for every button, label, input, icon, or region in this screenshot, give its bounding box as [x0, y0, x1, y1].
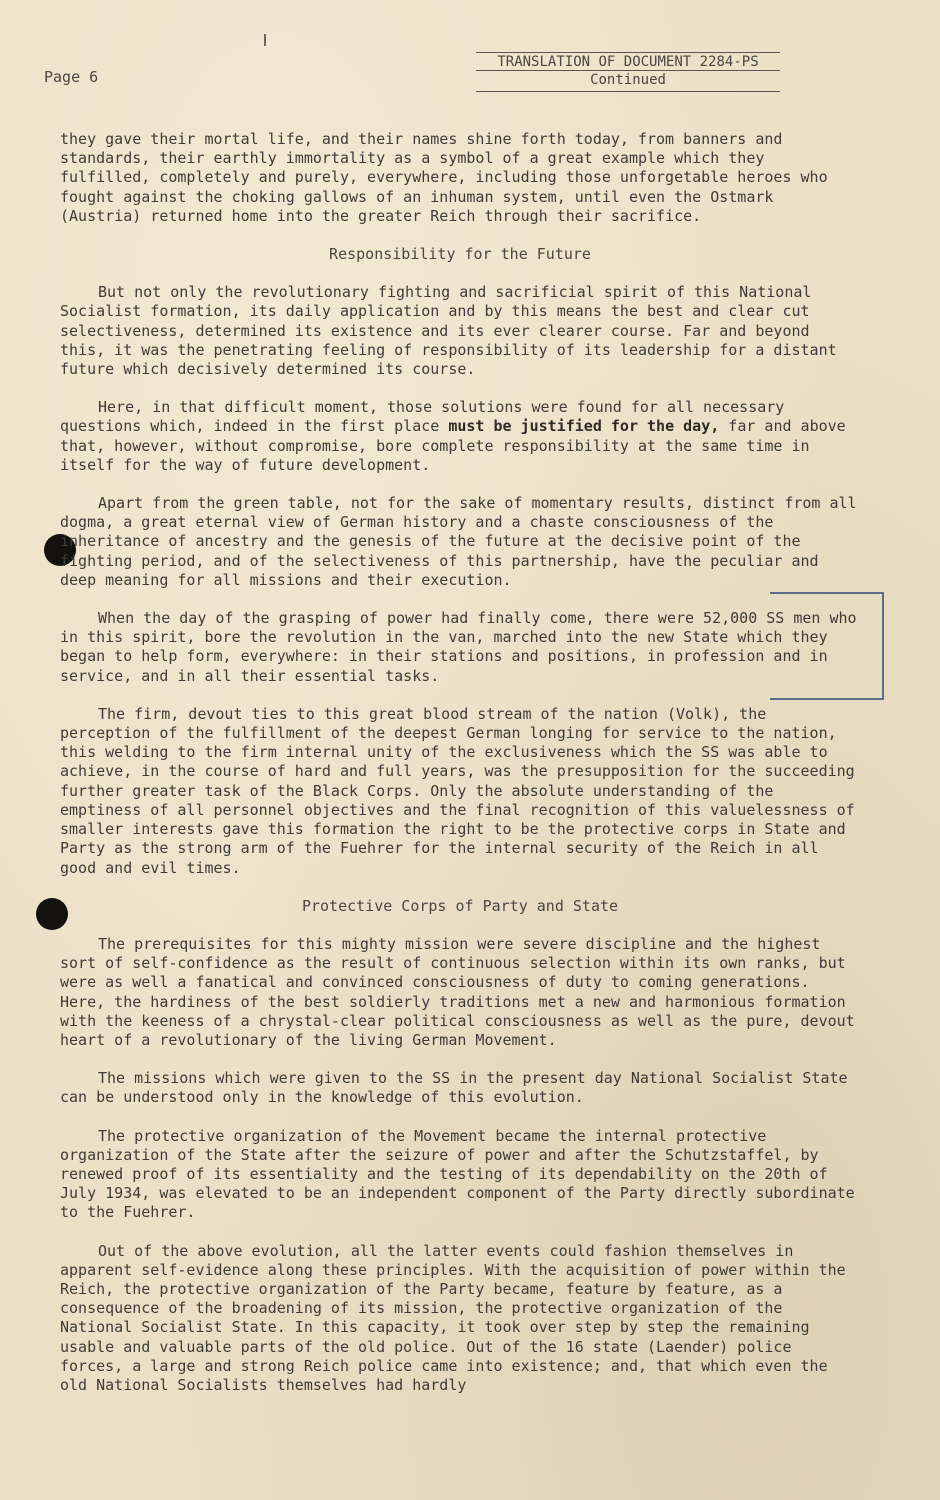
- paragraph-text: far and above that, however, without compromise, bore complete responsibility at the same time in itself for the way of future development.: [60, 417, 846, 474]
- document-header: [476, 52, 780, 92]
- page-number-label: Page 6: [44, 68, 99, 86]
- paragraph: they gave their mortal life, and their names shine forth today, from banners and standards, their earthly immortality as a symbol of a great example which they fulfilled, completely and purely, everywhere, including those unforgetable heroes who fought against the choking gallows of an inhuman system, until even the Ostmark (Austria) returned home into the greater Reich through their sacrifice.: [60, 130, 828, 225]
- paragraph: But not only the revolutionary fighting and sacrificial spirit of this National Socialist formation, its daily application and by this means the best and clear cut selectiveness, determined its existence and its ever clearer course. Far and beyond this, it was the penetrating feeling of responsibility of its leadership for a distant future which decisively determined its course.: [60, 283, 837, 379]
- paragraph: When the day of the grasping of power had finally come, there were 52,000 SS men who in this spirit, bore the revolution in the van, marched into the new State which they began to help form, everywhere: in their stations and positions, in profession and in service, and in all their essential tasks.: [60, 609, 857, 685]
- continued-label: Continued: [476, 72, 780, 92]
- document-title: TRANSLATION OF DOCUMENT 2284-PS: [476, 52, 780, 71]
- page-number: [44, 68, 98, 86]
- paragraph-text: Here, in that difficult moment, those solutions were found for all necessary questions which, indeed in the first place: [60, 398, 785, 436]
- paragraph: Apart from the green table, not for the sake of momentary results, distinct from all dogma, a great eternal view of German history and a chaste consciousness of the inheritance of ancestry and the genesis of the future at the decisive point of the fighting period, and of the selectiveness of this partnership, have the peculiar and deep meaning for all missions and their execution.: [60, 494, 857, 589]
- section-heading: Responsibility for the Future: [329, 245, 591, 264]
- pen-mark: [264, 34, 266, 46]
- paragraph: The protective organization of the Movement became the internal protective organization of the State after the seizure of power and after the Schutzstaffel, by renewed proof of its essentiality and the testing of its dependability on the 20th of July 1934, was elevated to be an independent component of the Party directly subordinate to the Fuehrer.: [60, 1126, 855, 1222]
- paragraph: The missions which were given to the SS in the present day National Socialist State can be understood only in the knowledge of this evolution.: [60, 1069, 848, 1107]
- paragraph: Out of the above evolution, all the latter events could fashion themselves in apparent self-evidence along these principles. With the acquisition of power within the Reich, the protective organization of the Party became, feature by feature, as a consequence of the broadening of its mission, the protective organization of the National Socialist State. In this capacity, it took over step by step the remaining usable and valuable parts of the old police. Out of the 16 state (Laender) police forces, a large and strong Reich police came into existence; and, that which even the old National Socialists themselves had hardly: [60, 1241, 846, 1394]
- bold-emphasis: must be justified for the day,: [448, 417, 720, 436]
- paragraph: [60, 398, 860, 475]
- paragraph: The firm, devout ties to this great blood stream of the nation (Volk), the perception of the fulfillment of the deepest German longing for service to the nation, this welding to the firm internal unity of the exclusiveness which the SS was able to achieve, in the course of hard and full years, was the presupposition for the succeeding further greater task of the Black Corps. Only the absolute understanding of the emptiness of all personnel objectives and the final recognition of this valuelessness of smaller interests gave this formation the right to be the protective corps in State and Party as the strong arm of the Fuehrer for the internal security of the Reich in all good and evil times.: [60, 704, 855, 877]
- section-heading: Protective Corps of Party and State: [301, 896, 619, 915]
- document-body: [60, 130, 860, 1414]
- paragraph: The prerequisites for this mighty mission were severe discipline and the highest sort of self-confidence as the result of continuous selection within its own ranks, but were as well a fanatical and convinced consciousness of duty to coming generations. Here, the hardiness of the best soldierly traditions met a new and harmonious formation with the keeness of a chrystal-clear political consciousness as well as the pure, devout heart of a revolutionary of the living German Movement.: [60, 934, 855, 1049]
